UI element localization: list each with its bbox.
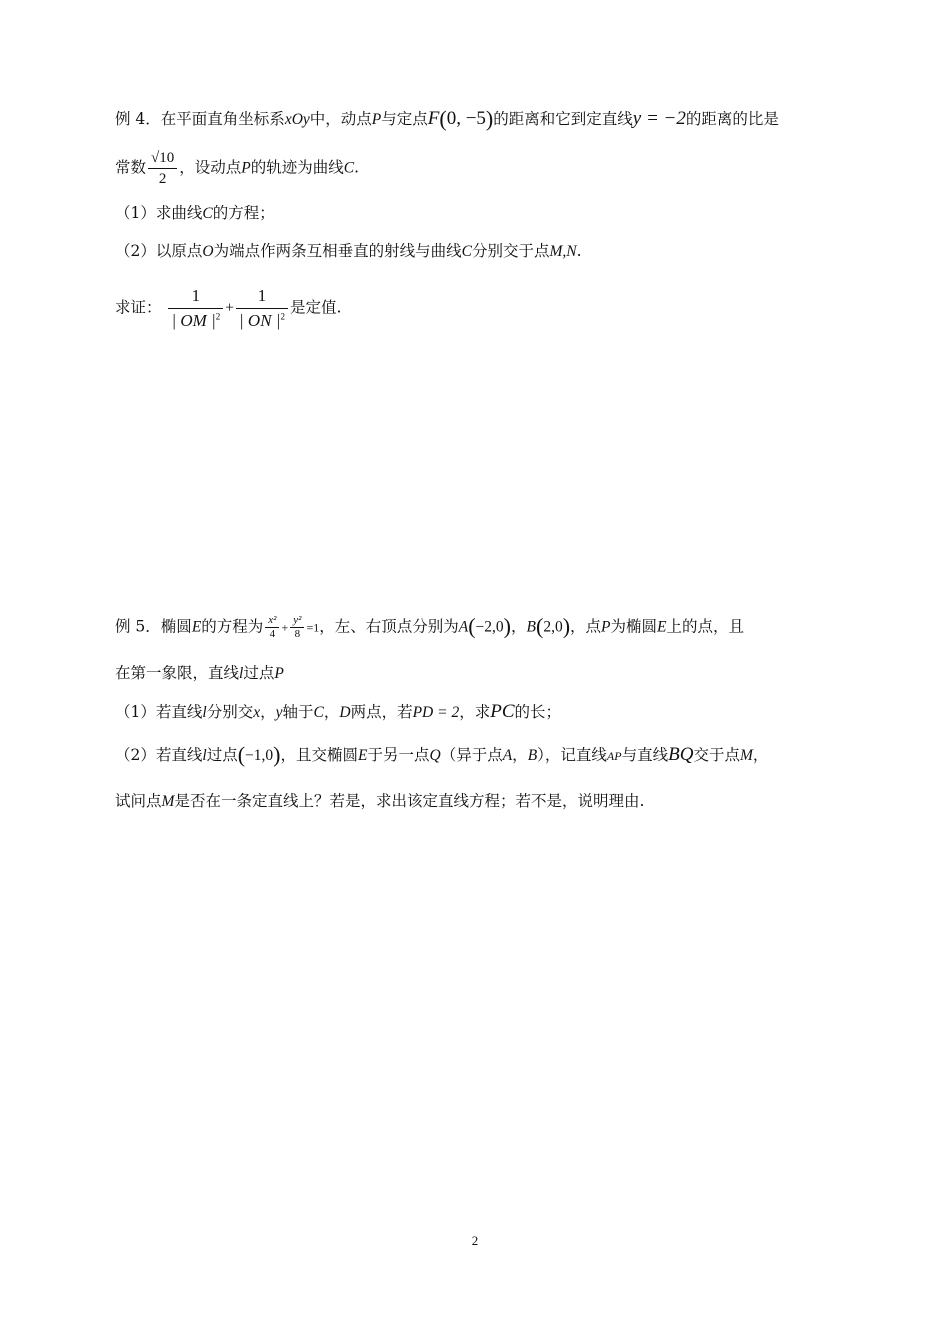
- example4-question1: （1）求曲线C的方程；: [115, 204, 275, 222]
- ellipse-y-term: $\frac{\text{y²}}{8}$: [290, 614, 304, 641]
- directrix-equation: y = −2: [632, 108, 686, 129]
- example5-label: 例 5．: [115, 617, 161, 636]
- example4-prove-line: 求证： $\frac{1}{| OM |^2}$ + $\frac{1}{| ON |^2}$ 是定值.: [115, 284, 341, 333]
- example4-question2: （2）以原点O为端点作两条互相垂直的射线与曲线C分别交于点M,N.: [115, 242, 582, 260]
- ellipse-x-term: $\frac{\text{x²}}{4}$: [265, 614, 279, 641]
- example4-label: 例 4．: [115, 110, 161, 128]
- example4-line1: 例 4．在平面直角坐标系xOy中，动点P与定点F(0, −5)的距离和它到定直线y = −2的距离的比是: [115, 106, 779, 131]
- example5-question1: （1）若直线l分别交x，y轴于C，D两点，若PD = 2，求PC的长；: [115, 701, 562, 722]
- example4-line2: 常数 $\frac{√10}{2}$ ，设动点P的轨迹为曲线C.: [115, 150, 360, 187]
- page-number: 2: [471, 1233, 479, 1248]
- constant-ratio-fraction: $\frac{√10}{2}$: [148, 148, 177, 189]
- example5-line2: 在第一象限，直线l过点P: [115, 664, 284, 682]
- fraction-one-over-OM-squared: $\frac{1}{| OM |^2}$: [168, 284, 223, 333]
- fraction-one-over-ON-squared: $\frac{1}{| ON |^2}$: [236, 284, 288, 333]
- point-F: F: [427, 108, 440, 129]
- example5-line1: 例 5．椭圆E的方程为 $\frac{\text{x²}}{4}$ + $\frac{\text{y²}}{8}$ =1，左、右顶点分别为A(−2,0)，B(2,0)，点P为椭圆E上的点，且: [115, 613, 744, 640]
- example5-line3: 试问点M是否在一条定直线上？若是，求出该定直线方程；若不是，说明理由.: [115, 792, 645, 810]
- example5-question2: （2）若直线l过点(−1,0)，且交椭圆E于另一点Q（异于点A，B），记直线AP与直线BQ交于点M，: [115, 742, 769, 767]
